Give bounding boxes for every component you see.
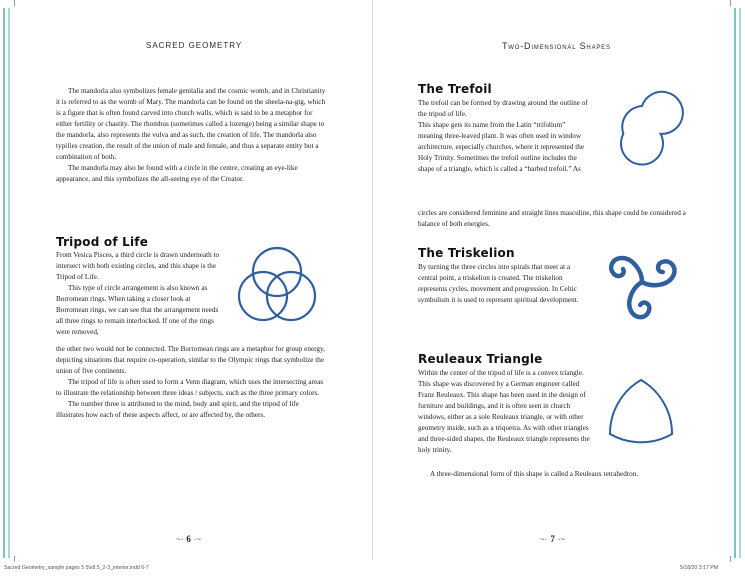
paragraph: The trefoil can be formed by drawing around the outline of the tripod of life. bbox=[418, 99, 588, 118]
page-spine bbox=[372, 0, 373, 560]
ornament-icon: ~· bbox=[176, 535, 184, 544]
trefoil-illustration bbox=[602, 84, 682, 164]
crop-mark bbox=[14, 0, 15, 6]
tripod-of-life-illustration bbox=[232, 244, 322, 334]
page-number: 7 bbox=[550, 534, 555, 544]
reuleaux-outline bbox=[610, 380, 672, 442]
section-heading-triskelion: The Triskelion bbox=[418, 246, 515, 260]
right-margin-rule bbox=[734, 8, 736, 558]
left-margin-rule bbox=[3, 8, 5, 558]
paragraph: A three-dimensional form of this shape is called a Reuleaux tetrahedron. bbox=[430, 470, 639, 478]
ornament-icon: ·~ bbox=[193, 535, 202, 544]
reuleaux-text bbox=[418, 368, 590, 456]
right-margin-rule-inner bbox=[739, 8, 741, 558]
paragraph: Within the center of the tripod of life is a convex triangle. This shape was discovered by a German engineer called Franz Reuleaux. This shape has been used in the design of furniture and buildings, and it is often seen in church windows, either as a sole Reuleaux triangle, or with other geometry inside, such as a triquetra. As with other triangles and three-sided shapes, the Reuleaux triangle represents the holy trinity. bbox=[418, 369, 590, 454]
spiral-arm bbox=[642, 255, 678, 294]
tripod-text-wide bbox=[56, 344, 326, 421]
paragraph: From Vesica Pisces, a third circle is drawn underneath to intersect with both existing circles, and this shape is the Tripod of Life. bbox=[56, 251, 220, 281]
paragraph: The mandorla may also be found with a circle in the centre, creating an eye-like appearance, and this symbolizes the all-seeing eye of the Creator. bbox=[56, 164, 298, 183]
trefoil-outline bbox=[621, 92, 683, 165]
triskelion-text bbox=[418, 262, 586, 306]
section-heading-reuleaux: Reuleaux Triangle bbox=[418, 352, 543, 366]
folio-right bbox=[540, 534, 565, 544]
reuleaux-triangle-illustration bbox=[604, 376, 678, 450]
page-number: 6 bbox=[186, 534, 191, 544]
paragraph: The mandorla also symbolizes female genitalia and the cosmic womb, and in Christianity it is referred to as the womb of Mary. The mandorla can be found on the sheela-na-gig, which is a figure that is often found carved into church walls, which is said to be a metaphor for either fertility or chastity. The rhombus (sometimes called a lozenge) being a similar shape to the mandorla, also represents the vulva and as such, the creation of life. The mandorla also typifies creation, the result of the union of male and female, and thus a separate entity but a combination of both. bbox=[56, 87, 326, 161]
section-heading-tripod: Tripod of Life bbox=[56, 235, 149, 249]
running-head-right: Two-Dimensional Shapes bbox=[502, 41, 611, 51]
triskelion-illustration bbox=[596, 236, 688, 328]
mandorla-text bbox=[56, 86, 326, 185]
crop-mark bbox=[14, 556, 15, 562]
reuleaux-text-wide bbox=[418, 469, 690, 480]
tripod-text-narrow bbox=[56, 250, 224, 338]
paragraph: By turning the three circles into spirals that meet at a central point, a triskelion is created. The triskelion represents cycles, movement and progression. In Celtic symbolism it is used to represent spiritual development. bbox=[418, 263, 579, 304]
trefoil-text-wide bbox=[418, 208, 690, 230]
print-slug-date: 5/18/20 3:17 PM bbox=[680, 565, 719, 571]
spiral-arm bbox=[611, 258, 642, 282]
print-slug: Sacred Geometry_sample pages 5 5\x8.5_2-3_interior.indd 6-7 bbox=[4, 565, 149, 571]
paragraph: This shape gets its name from the Latin “trifolium” meaning three-leaved plant. It was often used in window architecture, especially churches, where it represented the Holy Trinity. Sometimes the trefoil outline includes the shape of a triangle, which is called a “barbed trefoil.” As bbox=[418, 121, 585, 173]
trefoil-text-narrow bbox=[418, 98, 590, 175]
ornament-icon: ~· bbox=[540, 535, 548, 544]
left-margin-rule-inner bbox=[8, 8, 10, 558]
crop-mark bbox=[730, 0, 731, 6]
paragraph: the other two would not be connected. The Borromean rings are a metaphor for group energy, depicting situations that require co-operation, similar to the Olympic rings that symbolize the union of five continents. bbox=[56, 345, 325, 375]
paragraph: circles are considered feminine and straight lines masculine, this shape could be considered a balance of both energies. bbox=[418, 209, 686, 228]
paragraph: This type of circle arrangement is also known as Borromean rings. When taking a closer look at Borromean rings, we can see that the arrangement needs all three rings to remain interlocked. If one of the rings were removed, bbox=[56, 284, 219, 336]
ornament-icon: ·~ bbox=[557, 535, 566, 544]
paragraph: The number three is attributed to the mind, body and spirit, and the tripod of life illustrates how each of these aspects affect, or are affected by, the others. bbox=[56, 400, 299, 419]
folio-left bbox=[176, 534, 201, 544]
section-heading-trefoil: The Trefoil bbox=[418, 82, 492, 96]
crop-mark bbox=[730, 556, 731, 562]
paragraph: The tripod of life is often used to form a Venn diagram, which uses the intersecting areas to illustrate the relationship between three ideas / subjects, such as the three primary colors. bbox=[56, 378, 324, 397]
spiral-arm bbox=[621, 282, 657, 321]
running-head-left: SACRED GEOMETRY bbox=[146, 41, 243, 50]
